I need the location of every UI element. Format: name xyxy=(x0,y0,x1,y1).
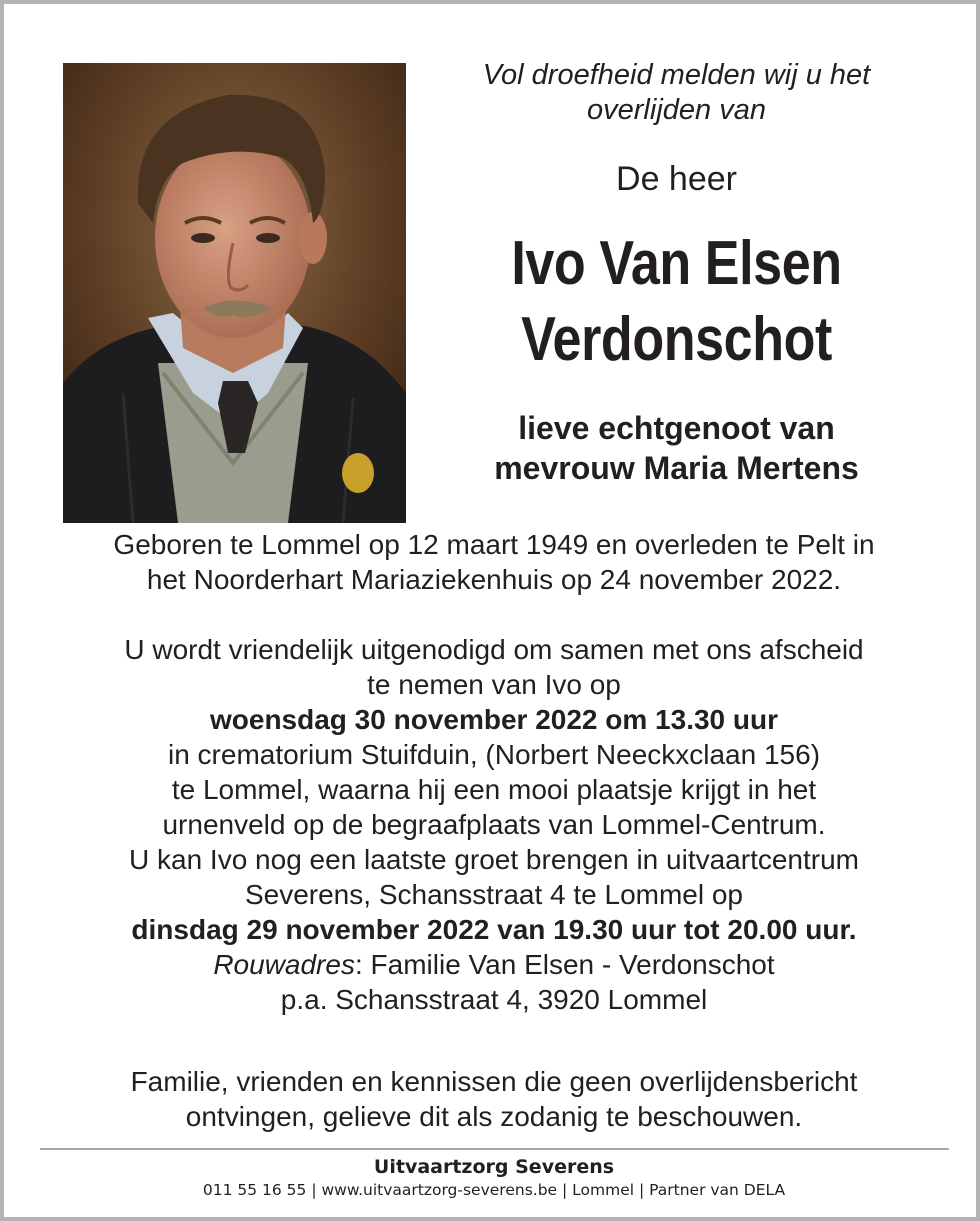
invite-line-5: te Lommel, waarna hij een mooi plaatsje krijgt in het xyxy=(171,774,817,805)
birth-death-info xyxy=(44,527,944,597)
address-family: : Familie Van Elsen - Verdonschot xyxy=(354,949,775,980)
relation-line-2: mevrouw Maria Mertens xyxy=(494,450,859,486)
notice-line-2: ontvingen, gelieve dit als zodanig te beschouwen. xyxy=(185,1101,803,1132)
address-line-2: p.a. Schansstraat 4, 3920 Lommel xyxy=(280,984,708,1015)
invite-line-1: U wordt vriendelijk uitgenodigd om samen met ons afscheid xyxy=(124,634,864,665)
born-line-1: Geboren te Lommel op 12 maart 1949 en overleden te Pelt in xyxy=(113,529,875,560)
invite-line-8: Severens, Schansstraat 4 te Lommel op xyxy=(244,879,744,910)
portrait-image xyxy=(63,63,406,523)
born-line-2: het Noorderhart Mariaziekenhuis op 24 november 2022. xyxy=(146,564,842,595)
deceased-name xyxy=(464,226,888,378)
invite-line-7: U kan Ivo nog een laatste groet brengen in uitvaartcentrum xyxy=(129,844,859,875)
invite-line-4: in crematorium Stuifduin, (Norbert Neeckxclaan 156) xyxy=(167,739,821,770)
visitation-date: dinsdag 29 november 2022 van 19.30 uur tot 20.00 uur. xyxy=(131,914,857,945)
relation-line-1: lieve echtgenoot van xyxy=(518,410,835,446)
family-notice xyxy=(44,1064,944,1134)
intro-line-2: overlijden van xyxy=(587,94,766,126)
invite-line-6: urnenveld op de begraafplaats van Lommel-Centrum. xyxy=(162,809,826,840)
portrait-photo xyxy=(63,63,406,523)
intro-text xyxy=(424,58,929,128)
salutation: De heer xyxy=(616,160,737,198)
notice-line-1: Familie, vrienden en kennissen die geen overlijdensbericht xyxy=(130,1066,858,1097)
ceremony-date: woensdag 30 november 2022 om 13.30 uur xyxy=(209,704,778,735)
name-line-1: Ivo Van Elsen xyxy=(511,229,842,298)
invite-line-2: te nemen van Ivo op xyxy=(367,669,621,700)
relation-text xyxy=(424,408,929,488)
funeral-company-contact: 011 55 16 55 | www.uitvaartzorg-severens.be | Lommel | Partner van DELA xyxy=(202,1181,786,1199)
address-label: Rouwadres xyxy=(213,949,355,980)
footer-divider xyxy=(40,1148,949,1150)
name-line-2: Verdonschot xyxy=(521,305,832,374)
mourning-address xyxy=(44,947,944,982)
intro-line-1: Vol droefheid melden wij u het xyxy=(482,59,871,91)
ceremony-invitation xyxy=(44,632,944,1017)
funeral-company-name: Uitvaartzorg Severens xyxy=(373,1156,615,1178)
